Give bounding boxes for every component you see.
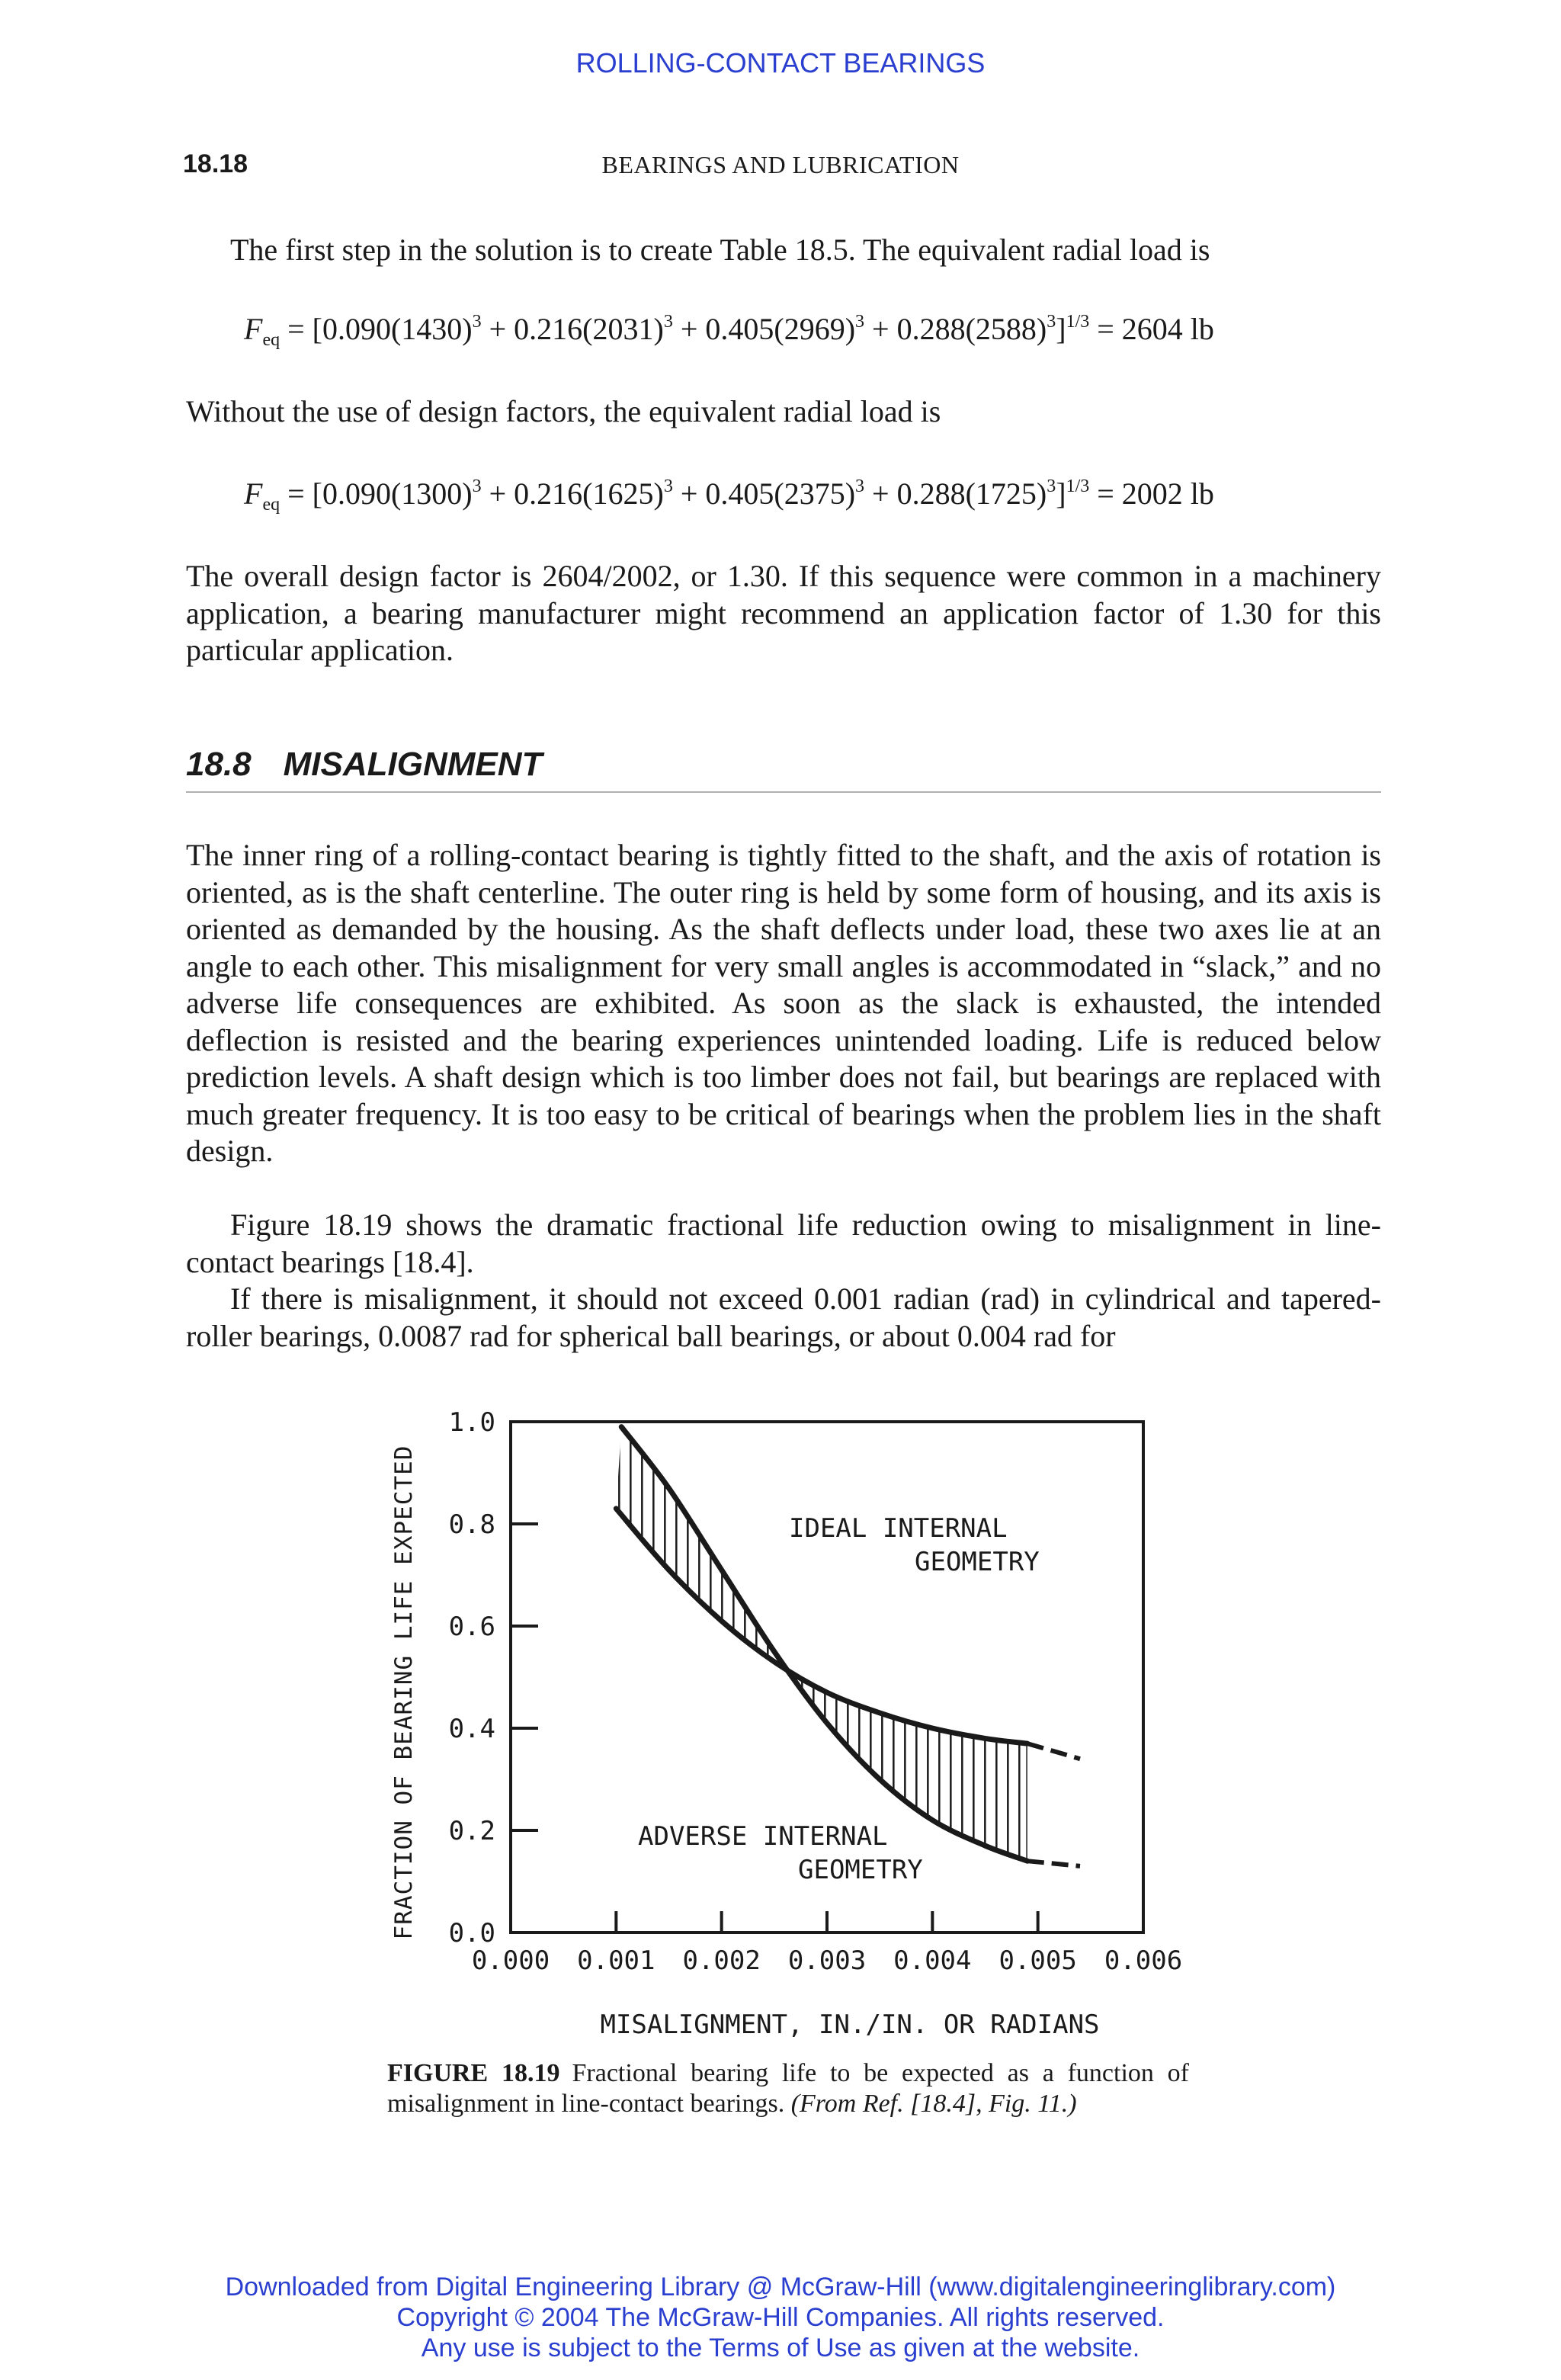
eq-outer-exponent: 1/3 (1066, 476, 1090, 496)
section-heading (186, 746, 542, 784)
page-number: 18.18 (183, 149, 248, 178)
figure-caption (387, 2058, 1189, 2119)
eq-term: + 0.405(2969) (672, 312, 856, 346)
misalignment-chart (366, 1395, 1220, 2051)
eq-result: = 2604 lb (1089, 312, 1214, 346)
eq-exponent: 3 (855, 312, 865, 332)
paragraph: Figure 18.19 shows the dramatic fractional life reduction owing to misalignment in line-contact bearings [18.4]. (186, 1208, 1381, 1279)
x-tick-label: 0.004 (893, 1945, 972, 1976)
eq-term: + 0.405(2375) (672, 476, 856, 511)
eq-symbol: F (244, 476, 263, 511)
x-tick-label: 0.006 (1104, 1945, 1183, 1976)
eq-term: + 0.288(2588) (864, 312, 1047, 346)
x-tick-label: 0.000 (471, 1945, 550, 1976)
figure-label: FIGURE 18.19 (387, 2059, 560, 2087)
eq-close: ] (1056, 312, 1066, 346)
source-banner: ROLLING-CONTACT BEARINGS (575, 47, 986, 79)
figure-caption-text: Fractional bearing life to be expected as a function of misalignment in line-contact bearings. (387, 2059, 1189, 2118)
eq-close: ] (1056, 476, 1066, 511)
x-axis-label: MISALIGNMENT, IN./IN. OR RADIANS (600, 2010, 1100, 2040)
eq-exponent: 3 (1047, 312, 1056, 332)
section-rule (186, 791, 1381, 793)
figure-source: (From Ref. [18.4], Fig. 11.) (790, 2090, 1077, 2118)
eq-exponent: 3 (1047, 476, 1056, 496)
y-tick-label: 0.2 (448, 1816, 495, 1846)
eq-outer-exponent: 1/3 (1066, 312, 1090, 332)
eq-result: = 2002 lb (1089, 476, 1214, 511)
footer-terms: Any use is subject to the Terms of Use as given at the website. (421, 2333, 1140, 2362)
y-tick-label: 0.6 (448, 1612, 495, 1642)
ideal-dashed-extension (1027, 1743, 1080, 1759)
paragraph: The overall design factor is 2604/2002, or 1.30. If this sequence were common in a machinery application, a bearing manufacturer might recommend an application factor of 1.30 for this particular application. (186, 559, 1381, 667)
x-tick-label: 0.002 (682, 1945, 761, 1976)
annotation-adverse-line1: ADVERSE INTERNAL (638, 1821, 888, 1852)
paragraph: The first step in the solution is to create Table 18.5. The equivalent radial load is (230, 233, 1210, 267)
equation-2 (244, 476, 1214, 515)
footer-copyright: Copyright © 2004 The McGraw-Hill Companies. All rights reserved. (396, 2303, 1165, 2332)
y-axis-label: FRACTION OF BEARING LIFE EXPECTED (390, 1445, 418, 1940)
adverse-geometry-curve (621, 1427, 1027, 1862)
x-tick-label: 0.001 (577, 1945, 655, 1976)
y-tick-label: 0.0 (448, 1918, 495, 1949)
eq-term: + 0.216(2031) (481, 312, 664, 346)
footer-download: Downloaded from Digital Engineering Library @ McGraw-Hill (www.digitalengineeringlibrary.com) (225, 2273, 1336, 2301)
y-tick-label: 1.0 (448, 1407, 495, 1438)
x-tick-label: 0.005 (998, 1945, 1077, 1976)
eq-exponent: 3 (472, 312, 482, 332)
eq-exponent: 3 (472, 476, 482, 496)
y-tick-label: 0.4 (448, 1714, 495, 1744)
ideal-geometry-curve (616, 1509, 1027, 1743)
eq-term: = [0.090(1430) (280, 312, 473, 346)
eq-subscript: eq (262, 495, 280, 515)
paragraph: The inner ring of a rolling-contact bearing is tightly fitted to the shaft, and the axis of rotation is oriented, as is the shaft centerline. The outer ring is held by some form of housing, and its axis is oriented as demanded by the housing. As the shaft deflects under load, these two axes lie at an angle to each other. This misalignment for very small angles is accommodated in “slack,” and no adverse life consequences are exhibited. As soon as the slack is exhausted, the intended deflection is resisted and the bearing experiences unintended loading. Life is reduced below prediction levels. A shaft design which is too limber does not fail, but bearings are replaced with much greater frequency. It is too easy to be critical of bearings when the problem lies in the shaft design. (186, 838, 1381, 1168)
eq-term: + 0.216(1625) (481, 476, 664, 511)
y-tick-label: 0.8 (448, 1509, 495, 1540)
eq-symbol: F (244, 312, 263, 346)
section-number: 18.8 (186, 746, 252, 783)
eq-term: = [0.090(1300) (280, 476, 473, 511)
section-title: MISALIGNMENT (283, 746, 543, 783)
annotation-adverse-line2: GEOMETRY (798, 1855, 923, 1885)
paragraph: If there is misalignment, it should not exceed 0.001 radian (rad) in cylindrical and tapered-roller bearings, 0.0087 rad for spherical ball bearings, or about 0.004 rad for (186, 1281, 1381, 1353)
annotation-ideal-line1: IDEAL INTERNAL (789, 1513, 1008, 1544)
adverse-dashed-extension (1027, 1861, 1080, 1866)
x-tick-label: 0.003 (787, 1945, 867, 1976)
annotation-ideal-line2: GEOMETRY (915, 1547, 1040, 1577)
paragraph: Without the use of design factors, the equivalent radial load is (186, 394, 941, 428)
running-title: BEARINGS AND LUBRICATION (601, 151, 960, 178)
eq-subscript: eq (262, 330, 280, 350)
equation-1 (244, 311, 1214, 351)
eq-exponent: 3 (855, 476, 865, 496)
eq-term: + 0.288(1725) (864, 476, 1047, 511)
eq-exponent: 3 (663, 476, 673, 496)
eq-exponent: 3 (663, 312, 673, 332)
